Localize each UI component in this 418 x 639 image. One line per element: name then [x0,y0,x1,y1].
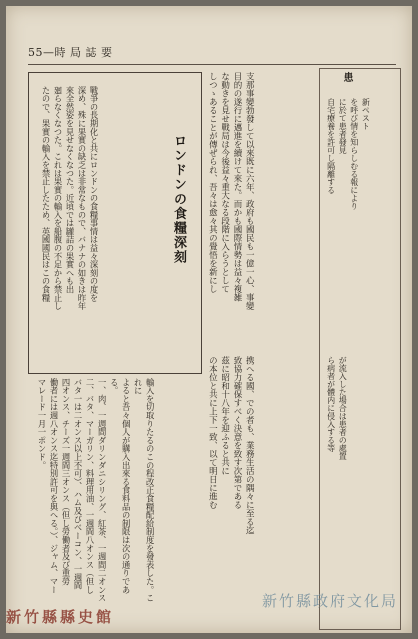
header-rule [28,64,396,65]
list-line: 一、肉、一週間ダリンダニシリング、紅茶、一週間二オンス [97,378,108,603]
right-panel-line: を呼び情を知らしむる報により [349,98,359,210]
archive-stamp: 新竹縣縣史館 [6,608,115,626]
text-line: 目的の遂行に邁進を續けて來た。而かも國際情勢は益々複雑 [231,72,242,302]
right-panel-line: ら病者が體内に侵入する等 [326,356,336,452]
page-header: 55—時 局 誌 要 [28,46,113,59]
text-line: しつゝあることが傳ぜられ、吾々は愈々其の覺悟を新にし [207,72,218,293]
list-line: バタ一は二オンス以上不可）、ハム及びベーコン、一週間 [73,378,84,590]
right-panel-line: に於て患者發見 [338,98,348,154]
text-line: 茲に昭和十八年を迎ふると共に [219,356,230,475]
list-line: よると吾々個人が購入出來る食料品の制限は次の通りである。 [109,378,132,594]
list-line: マレード一月一ポンド。 [37,378,48,470]
top-text-block [206,72,255,344]
article-line: 來全然姿を見せなくなつた。近頃では罐詰の果實へも出 [65,86,76,294]
article-title: ロンドンの食糧深刻 [171,134,186,265]
right-panel-line: が流入した場合は患者の處置 [338,356,348,460]
text-line: な動きを見せ戰局は今後益々重大なる段階に入らうとして [219,72,230,293]
ration-list [36,378,156,604]
list-line: 四オンス、チーズ一週間三オンス（但し勞働者及び重勞 [61,378,72,586]
list-line: 働者には週八オンス迄特別許可を與へる。）、ジャム、マー [49,378,60,594]
list-line: 輸入を切取りたるのこの程改正食糧配給制度を發表した。これに [133,378,156,603]
right-panel-line: 自宅療養を許可し隔離する [326,98,336,194]
bottom-text-block [206,356,255,628]
article-line: 深め、殊に果實の缺乏は非常なもので、バナナの如きは昨年 [77,86,88,311]
right-panel-line: 新ペスト [361,98,371,130]
right-panel-text [325,98,371,338]
article-body [40,86,100,358]
list-line: 二、バタ、マーガリン、料理用油、一週間八オンス（但し [85,378,96,594]
text-line: の本位と共に上下一致、以て明日に進む [207,356,218,509]
text-line: 支那事變勃發して以來既に六年、政府も國民も一億一心、事變 [244,72,255,310]
right-panel-title: 患 [341,72,352,82]
text-line: 致協力確保すべく決意を致す次第である [231,356,242,509]
article-line: 戰爭の長期化と共にロンドンの食糧事情は益々深刻の度を [89,86,100,302]
right-panel-text-lower [325,356,348,556]
archive-watermark: 新竹縣政府文化局 [262,592,399,610]
article-line: 廻らなくなつた。これは果實の輸入を船腹の不足から禁止し [53,86,64,311]
document-page [6,6,412,633]
article-line: たので、果實の輸入を禁止したため、英國國民はこの食糧 [41,86,52,302]
text-line: 携へる國、での者も、業務生活の隅々に至る迄 [244,356,255,535]
